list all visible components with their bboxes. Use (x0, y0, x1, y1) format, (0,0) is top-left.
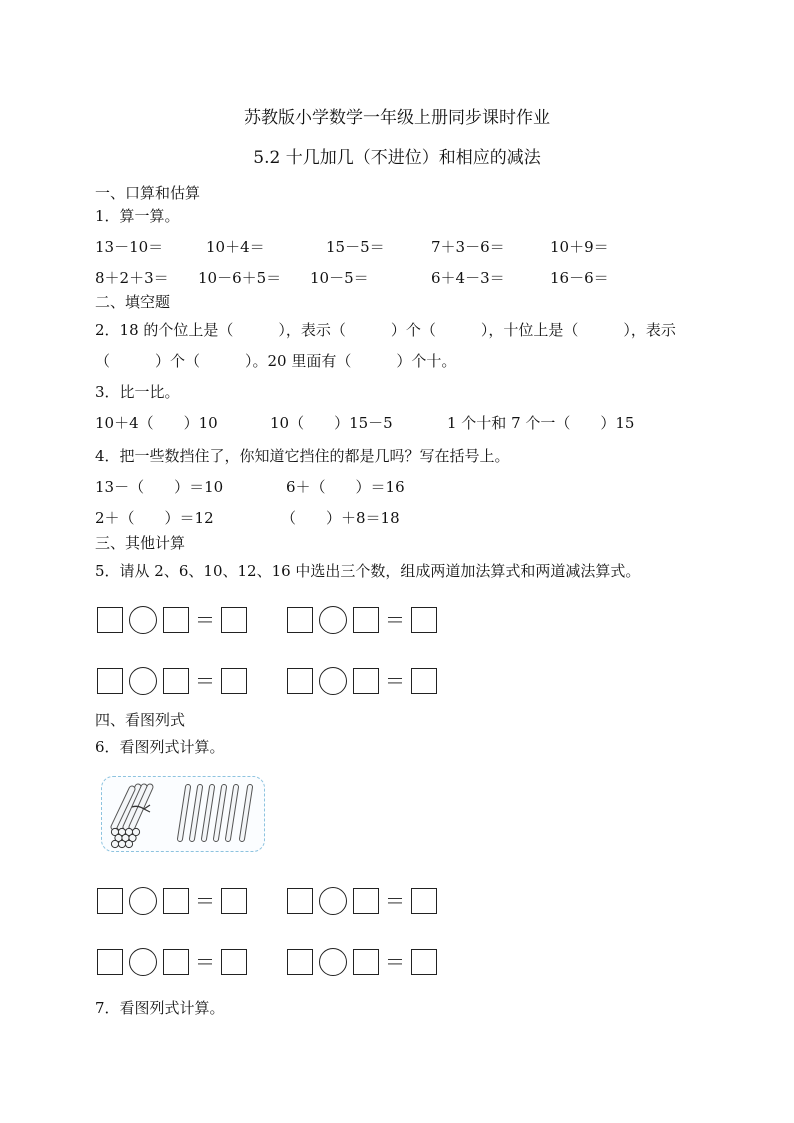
q1-expression: 13－10＝ (95, 238, 164, 256)
equation-template (97, 887, 247, 915)
equals-sign: ＝ (385, 950, 405, 974)
operator-circle[interactable] (319, 948, 347, 976)
q5-equation-row (97, 604, 437, 636)
equals-sign: ＝ (195, 669, 215, 693)
answer-box[interactable] (411, 668, 437, 694)
operator-circle[interactable] (129, 606, 157, 634)
counting-sticks-illustration (102, 777, 266, 853)
equation-template (287, 948, 437, 976)
q4-item: 13－（ ）＝10 (95, 478, 224, 496)
q3-compare-item: 10（ ）15－5 (270, 414, 393, 432)
equals-sign: ＝ (195, 608, 215, 632)
operator-circle[interactable] (319, 606, 347, 634)
q7-label: 7．看图列式计算。 (95, 999, 225, 1017)
worksheet-title: 苏教版小学数学一年级上册同步课时作业 (244, 108, 550, 128)
q1-expression: 6＋4－3＝ (431, 269, 505, 287)
operator-circle[interactable] (129, 887, 157, 915)
operator-circle[interactable] (319, 887, 347, 915)
answer-box[interactable] (287, 949, 313, 975)
counting-sticks-picture (101, 776, 265, 852)
answer-box[interactable] (221, 888, 247, 914)
q3-compare-item: 1 个十和 7 个一（ ）15 (447, 414, 635, 432)
answer-box[interactable] (411, 888, 437, 914)
section-heading-3: 三、其他计算 (95, 534, 186, 552)
q1-expression: 16－6＝ (550, 269, 609, 287)
answer-box[interactable] (287, 668, 313, 694)
q2-line-2: （ ）个（ ）。20 里面有（ ）个十。 (95, 352, 457, 370)
answer-box[interactable] (97, 888, 123, 914)
answer-box[interactable] (163, 949, 189, 975)
answer-box[interactable] (97, 949, 123, 975)
q6-equation-row (97, 885, 437, 917)
q4-item: 6＋（ ）＝16 (286, 478, 405, 496)
answer-box[interactable] (287, 888, 313, 914)
answer-box[interactable] (163, 668, 189, 694)
equals-sign: ＝ (385, 669, 405, 693)
answer-box[interactable] (97, 668, 123, 694)
section-heading-2: 二、填空题 (95, 293, 171, 311)
q1-expression: 8＋2＋3＝ (95, 269, 169, 287)
q4-item: 2＋（ ）＝12 (95, 509, 214, 527)
equation-template (287, 667, 437, 695)
answer-box[interactable] (163, 607, 189, 633)
q3-compare-item: 10＋4（ ）10 (95, 414, 218, 432)
section-heading-4: 四、看图列式 (95, 711, 186, 729)
equals-sign: ＝ (195, 889, 215, 913)
lesson-subtitle: 5.2 十几加几（不进位）和相应的减法 (253, 148, 541, 168)
q3-label: 3．比一比。 (95, 383, 180, 401)
q1-expression: 10－5＝ (310, 269, 369, 287)
q6-label: 6．看图列式计算。 (95, 738, 225, 756)
q1-label: 1．算一算。 (95, 207, 180, 225)
answer-box[interactable] (353, 888, 379, 914)
equation-template (97, 606, 247, 634)
answer-box[interactable] (163, 888, 189, 914)
q4-label: 4．把一些数挡住了，你知道它挡住的都是几吗？写在括号上。 (95, 447, 510, 465)
equals-sign: ＝ (195, 950, 215, 974)
section-heading-1: 一、口算和估算 (95, 184, 201, 202)
q1-expression: 10＋4＝ (206, 238, 265, 256)
q6-equation-row (97, 946, 437, 978)
q5-equation-row (97, 665, 437, 697)
equation-template (97, 948, 247, 976)
q1-expression: 10－6＋5＝ (198, 269, 282, 287)
q2-line-1: 2．18 的个位上是（ ），表示（ ）个（ ），十位上是（ ），表示 (95, 321, 676, 339)
answer-box[interactable] (287, 607, 313, 633)
answer-box[interactable] (411, 607, 437, 633)
equation-template (97, 667, 247, 695)
q1-expression: 10＋9＝ (550, 238, 609, 256)
operator-circle[interactable] (129, 667, 157, 695)
answer-box[interactable] (353, 668, 379, 694)
answer-box[interactable] (221, 949, 247, 975)
answer-box[interactable] (353, 607, 379, 633)
equation-template (287, 887, 437, 915)
q1-expression: 7＋3－6＝ (431, 238, 505, 256)
answer-box[interactable] (411, 949, 437, 975)
q1-expression: 15－5＝ (326, 238, 385, 256)
equals-sign: ＝ (385, 608, 405, 632)
answer-box[interactable] (353, 949, 379, 975)
q5-label: 5．请从 2、6、10、12、16 中选出三个数，组成两道加法算式和两道减法算式。 (95, 562, 641, 580)
stick-bundle-icon (111, 787, 150, 848)
answer-box[interactable] (97, 607, 123, 633)
operator-circle[interactable] (319, 667, 347, 695)
equals-sign: ＝ (385, 889, 405, 913)
q4-item: （ ）＋8＝18 (281, 509, 400, 527)
equation-template (287, 606, 437, 634)
answer-box[interactable] (221, 668, 247, 694)
single-sticks-icon (180, 787, 250, 839)
answer-box[interactable] (221, 607, 247, 633)
operator-circle[interactable] (129, 948, 157, 976)
